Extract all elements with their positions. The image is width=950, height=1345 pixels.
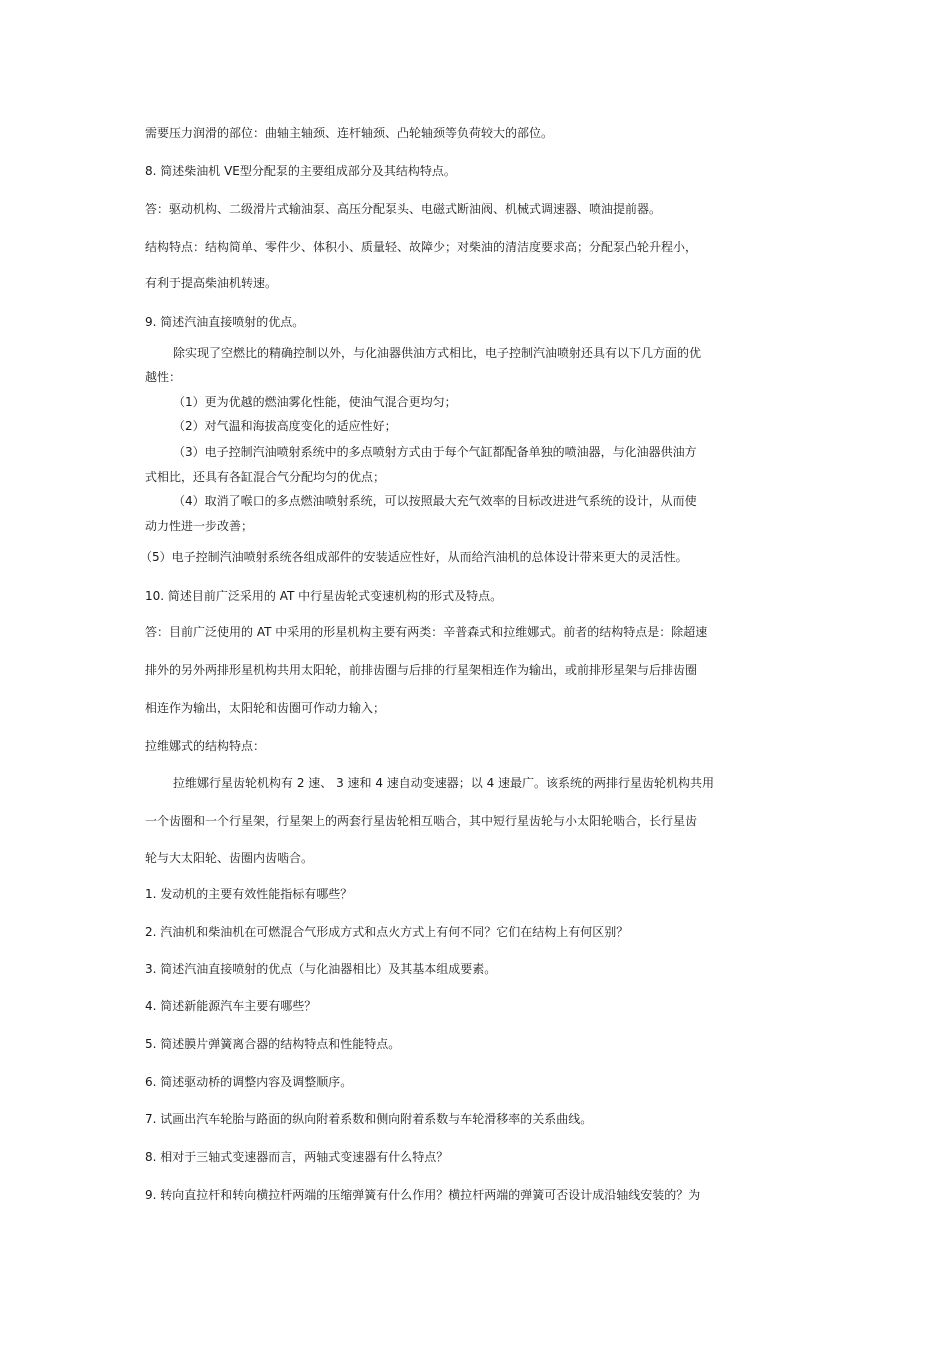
- question-10-heading: 10. 简述目前广泛采用的 AT 中行星齿轮式变速机构的形式及特点。: [145, 589, 503, 603]
- list-item: （5）电子控制汽油喷射系统各组成部件的安装适应性好，从而给汽油机的总体设计带来更大的灵活性。: [140, 550, 688, 564]
- text-line: 相连作为输出，太阳轮和齿圈可作动力输入；: [145, 701, 386, 715]
- text-line: 排外的另外两排形星机构共用太阳轮，前排齿圈与后排的行星架相连作为输出，或前排形星架与后排齿圈: [145, 663, 698, 677]
- question-item: 2. 汽油机和柴油机在可燃混合气形成方式和点火方式上有何不同？它们在结构上有何区别？: [145, 925, 629, 939]
- list-item: （3）电子控制汽油喷射系统中的多点喷射方式由于每个气缸都配备单独的喷油器，与化油器供油方: [173, 445, 697, 459]
- list-item: （4）取消了喉口的多点燃油喷射系统，可以按照最大充气效率的目标改进进气系统的设计，从而使: [173, 494, 697, 508]
- text-line: 轮与大太阳轮、齿圈内齿啮合。: [145, 851, 314, 865]
- list-item: （1）更为优越的燃油雾化性能，使油气混合更均匀；: [173, 395, 457, 409]
- question-8-heading: 8. 简述柴油机 VE型分配泵的主要组成部分及其结构特点。: [145, 164, 456, 178]
- question-9-heading: 9. 简述汽油直接喷射的优点。: [145, 315, 305, 329]
- question-item: 9. 转向直拉杆和转向横拉杆两端的压缩弹簧有什么作用？横拉杆两端的弹簧可否设计成沿轴线安装的？为: [145, 1188, 701, 1202]
- answer-line: 答：目前广泛使用的 AT 中采用的形星机构主要有两类：辛普森式和拉维娜式。前者的结构特点是：除超速: [145, 625, 708, 639]
- question-item: 4. 简述新能源汽车主要有哪些？: [145, 999, 317, 1013]
- text-line: 越性：: [145, 370, 182, 384]
- text-line: 拉维娜式的结构特点：: [145, 739, 266, 753]
- text-line: 式相比，还具有各缸混合气分配均匀的优点；: [145, 470, 386, 484]
- list-item: （2）对气温和海拔高度变化的适应性好；: [173, 419, 397, 433]
- question-item: 6. 简述驱动桥的调整内容及调整顺序。: [145, 1075, 353, 1089]
- text-line: 一个齿圈和一个行星架，行星架上的两套行星齿轮相互啮合，其中短行星齿轮与小太阳轮啮合，长行星齿: [145, 814, 698, 828]
- question-item: 8. 相对于三轴式变速器而言，两轴式变速器有什么特点？: [145, 1150, 449, 1164]
- text-line: 除实现了空燃比的精确控制以外，与化油器供油方式相比，电子控制汽油喷射还具有以下几方面的优: [173, 346, 702, 360]
- text-line: 需要压力润滑的部位：曲轴主轴颈、连杆轴颈、凸轮轴颈等负荷较大的部位。: [145, 126, 554, 140]
- question-item: 3. 简述汽油直接喷射的优点（与化油器相比）及其基本组成要素。: [145, 962, 497, 976]
- question-item: 7. 试画出汽车轮胎与路面的纵向附着系数和侧向附着系数与车轮滑移率的关系曲线。: [145, 1112, 593, 1126]
- text-line: 动力性进一步改善；: [145, 519, 254, 533]
- text-line: 有利于提高柴油机转速。: [145, 276, 278, 290]
- question-item: 5. 简述膜片弹簧离合器的结构特点和性能特点。: [145, 1037, 401, 1051]
- text-line: 拉维娜行星齿轮机构有 2 速、 3 速和 4 速自动变速器；以 4 速最广。该系统的两排行星齿轮机构共用: [173, 776, 715, 790]
- text-line: 结构特点：结构简单、零件少、体积小、质量轻、故障少；对柴油的清洁度要求高；分配泵凸轮升程小，: [145, 240, 698, 254]
- question-item: 1. 发动机的主要有效性能指标有哪些？: [145, 887, 353, 901]
- answer-line: 答：驱动机构、二级滑片式输油泵、高压分配泵头、电磁式断油阀、机械式调速器、喷油提前器。: [145, 202, 662, 216]
